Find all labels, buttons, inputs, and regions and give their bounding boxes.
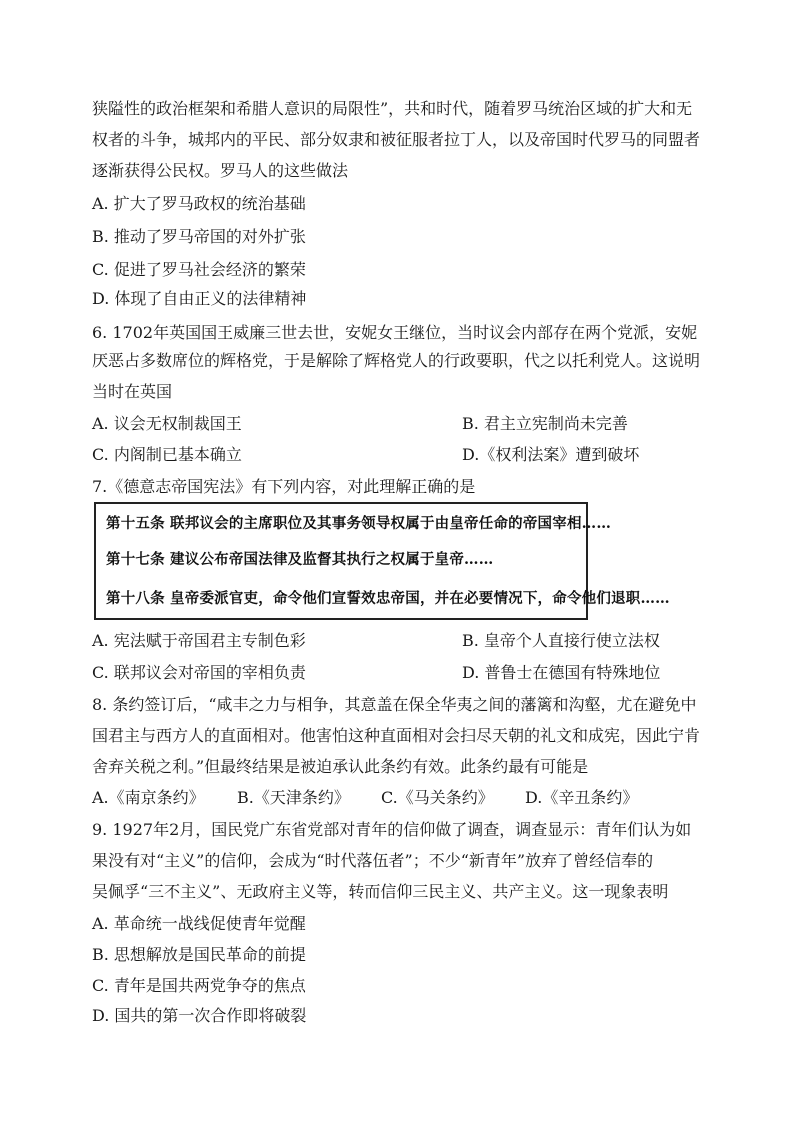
- constitution-excerpt-box: [94, 502, 670, 620]
- q5-option-b: B. 推动了罗马帝国的对外扩张: [92, 227, 306, 246]
- q9-stem-line-1: 9. 1927年2月，国民党广东省党部对青年的信仰做了调查，调查显示：青年们认为如: [92, 820, 692, 839]
- q7-option-b: B. 皇帝个人直接行使立法权: [462, 631, 660, 650]
- q5-option-d: D. 体现了自由正义的法律精神: [92, 289, 307, 308]
- q5-option-a: A. 扩大了罗马政权的统治基础: [92, 194, 306, 213]
- q7-stem: 7.《德意志帝国宪法》有下列内容，对此理解正确的是: [92, 477, 476, 496]
- q6-option-a: A. 议会无权制裁国王: [92, 414, 242, 433]
- q8-option-c: C.《马关条约》: [381, 788, 494, 807]
- q9-option-c: C. 青年是国共两党争夺的焦点: [92, 976, 306, 995]
- q9-option-b: B. 思想解放是国民革命的前提: [92, 945, 306, 964]
- q6-option-c: C. 内阁制已基本确立: [92, 445, 242, 464]
- q8-stem-line-3: 舍弃关税之利。”但最终结果是被迫承认此条约有效。此条约最有可能是: [92, 757, 589, 776]
- q5-stem-line-1: 狭隘性的政治框架和希腊人意识的局限性”，共和时代，随着罗马统治区域的扩大和无: [92, 99, 693, 118]
- q6-options-row-2: [92, 444, 794, 466]
- q9-option-a: A. 革命统一战线促使青年觉醒: [92, 914, 306, 933]
- q7-option-d: D. 普鲁士在德国有特殊地位: [462, 663, 661, 682]
- q5-option-c: C. 促进了罗马社会经济的繁荣: [92, 260, 306, 279]
- article-17: 第十七条 建议公布帝国法律及监督其执行之权属于皇帝……: [106, 551, 494, 568]
- q5-stem-line-3: 逐渐获得公民权。罗马人的这些做法: [92, 161, 349, 180]
- q9-stem-line-3: 吴佩孚“三不主义”、无政府主义等，转而信仰三民主义、共产主义。这一现象表明: [92, 882, 669, 901]
- q8-option-d: D.《辛丑条约》: [525, 788, 639, 807]
- q7-options-row-2: [92, 662, 794, 684]
- q8-stem-line-2: 国君主与西方人的直面相对。他害怕这种直面相对会扫尽天朝的礼文和成宪，因此宁肯: [92, 726, 701, 745]
- q7-option-a: A. 宪法赋于帝国君主专制色彩: [92, 631, 306, 650]
- q9-option-d: D. 国共的第一次合作即将破裂: [92, 1006, 307, 1025]
- q6-stem-line-1: 6. 1702年英国国王威廉三世去世，安妮女王继位，当时议会内部存在两个党派，安妮: [92, 323, 698, 342]
- q7-options-row-1: [92, 630, 794, 652]
- q8-option-a: A.《南京条约》: [92, 788, 205, 807]
- q6-options-row-1: [92, 413, 794, 435]
- q5-stem-line-2: 权者的斗争，城邦内的平民、部分奴隶和被征服者拉丁人，以及帝国时代罗马的同盟者: [92, 130, 701, 149]
- q9-stem-line-2: 果没有对“主义”的信仰，会成为“时代落伍者”；不少“新青年”放弃了曾经信奉的: [92, 851, 654, 870]
- article-18: 第十八条 皇帝委派官吏，命令他们宣誓效忠帝国，并在必要情况下，命令他们退职……: [106, 590, 670, 607]
- article-15: 第十五条 联邦议会的主席职位及其事务领导权属于由皇帝任命的帝国宰相……: [106, 515, 612, 532]
- q8-option-b: B.《天津条约》: [237, 788, 350, 807]
- q6-option-d: D.《权利法案》遭到破坏: [462, 445, 640, 464]
- q6-stem-line-3: 当时在英国: [92, 382, 173, 401]
- q7-option-c: C. 联邦议会对帝国的宰相负责: [92, 663, 306, 682]
- q8-stem-line-1: 8. 条约签订后，“咸丰之力与相争，其意盖在保全华夷之间的藩篱和沟壑，尤在避免中: [92, 695, 697, 714]
- q6-stem-line-2: 厌恶占多数席位的辉格党，于是解除了辉格党人的行政要职，代之以托利党人。这说明: [92, 351, 701, 370]
- q6-option-b: B. 君主立宪制尚未完善: [462, 414, 628, 433]
